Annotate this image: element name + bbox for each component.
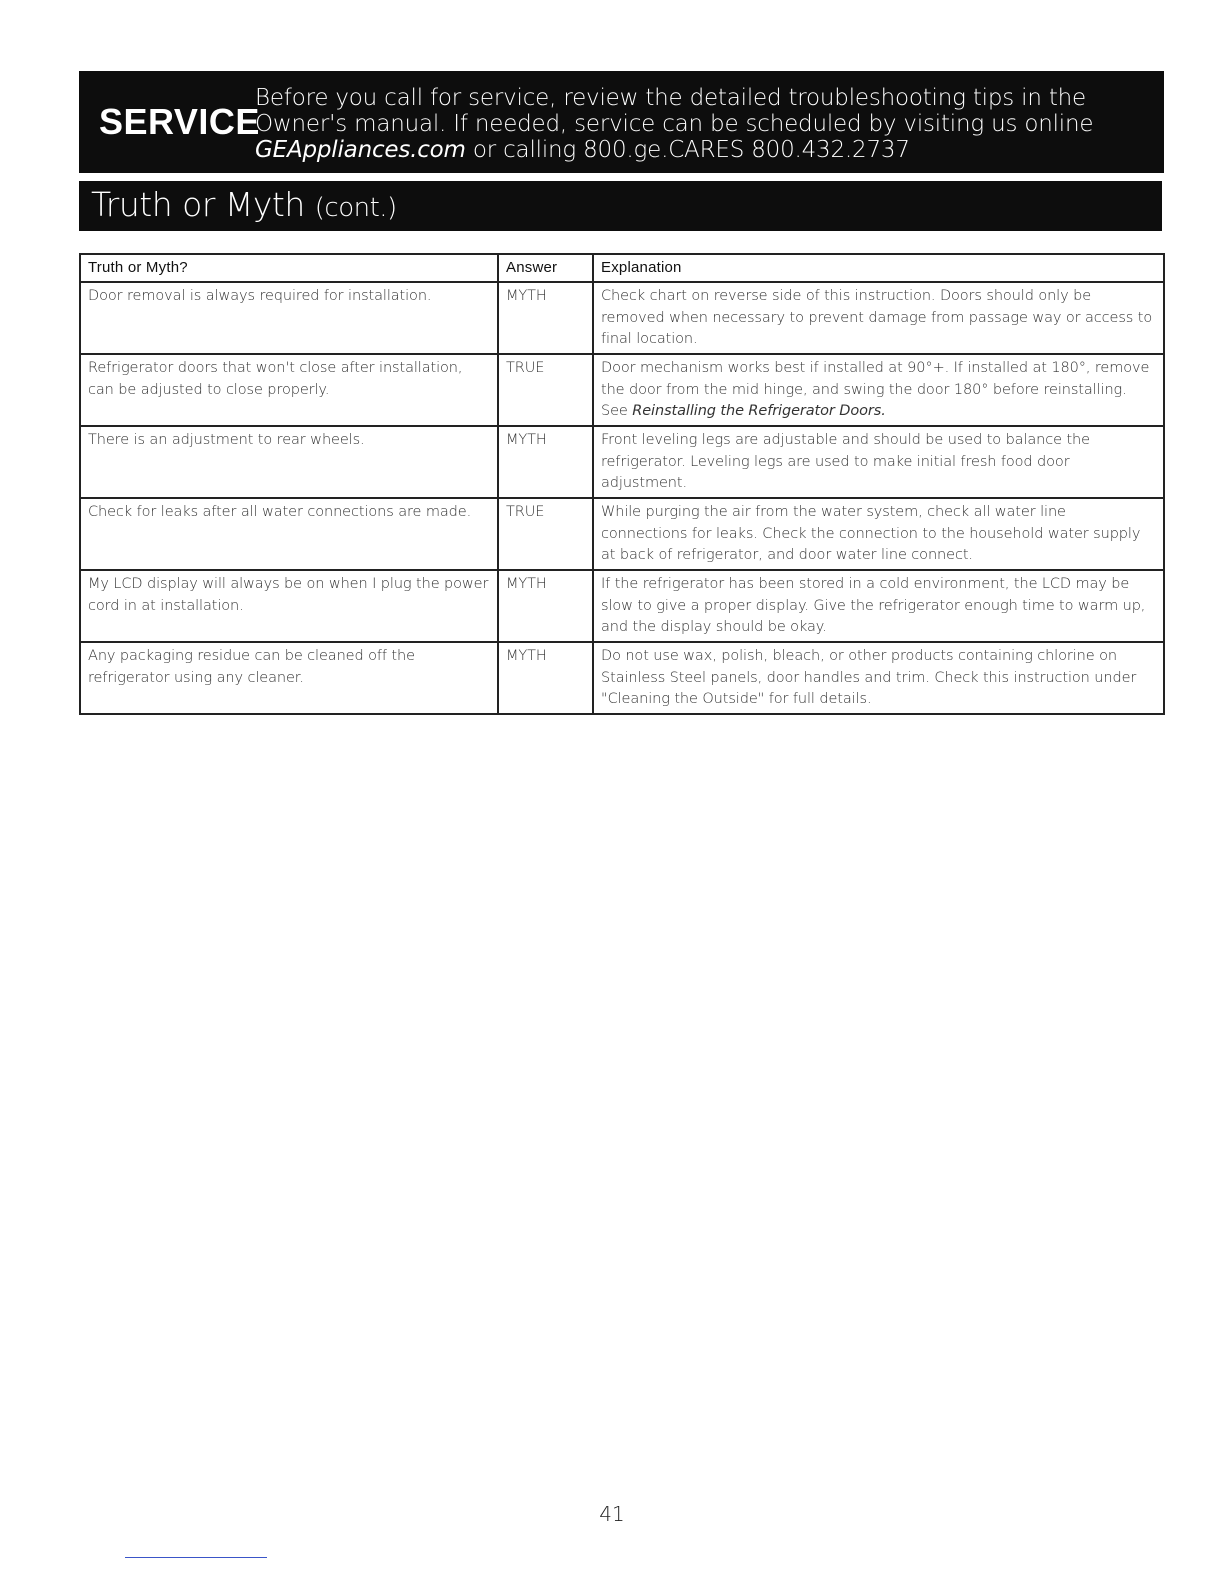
table-row xyxy=(80,642,1164,714)
statement-cell: There is an adjustment to rear wheels. xyxy=(80,426,498,498)
section-header xyxy=(79,181,1162,231)
answer-cell: MYTH xyxy=(498,426,593,498)
answer-cell: MYTH xyxy=(498,282,593,354)
explanation-cell: Front leveling legs are adjustable and should be used to balance the refrigerator. Leveling legs are used to make initial fresh food door adjustment. xyxy=(593,426,1164,498)
service-text-part2: or calling 800.ge.CARES 800.432.2737 xyxy=(465,137,910,163)
table-header-row xyxy=(80,254,1164,282)
service-website-link[interactable]: GEAppliances.com xyxy=(255,137,466,163)
service-text-part1: Before you call for service, review the detailed troubleshooting tips in the Owner's manual. If needed, service can be scheduled by visiting us online xyxy=(255,85,1094,137)
explanation-reference: Reinstalling the Refrigerator Doors. xyxy=(632,403,886,419)
table-row xyxy=(80,426,1164,498)
service-text xyxy=(255,85,1155,163)
table-row xyxy=(80,354,1164,426)
header-explanation: Explanation xyxy=(593,254,1164,282)
service-banner xyxy=(79,71,1164,173)
explanation-cell: If the refrigerator has been stored in a cold environment, the LCD may be slow to give a proper display. Give the refrigerator enough time to warm up, and the display should be okay. xyxy=(593,570,1164,642)
statement-cell: Door removal is always required for installation. xyxy=(80,282,498,354)
section-title-main: Truth or Myth xyxy=(91,185,305,224)
answer-cell: MYTH xyxy=(498,570,593,642)
header-statement: Truth or Myth? xyxy=(80,254,498,282)
explanation-cell: Do not use wax, polish, bleach, or other products containing chlorine on Stainless Steel panels, door handles and trim. Check this instruction under "Cleaning the Outside" for full details. xyxy=(593,642,1164,714)
statement-cell: Any packaging residue can be cleaned off the refrigerator using any cleaner. xyxy=(80,642,498,714)
table-row xyxy=(80,570,1164,642)
service-label: SERVICE xyxy=(99,101,260,142)
statement-cell: Check for leaks after all water connections are made. xyxy=(80,498,498,570)
statement-cell: My LCD display will always be on when I plug the power cord in at installation. xyxy=(80,570,498,642)
truth-or-myth-table xyxy=(79,253,1165,715)
header-answer: Answer xyxy=(498,254,593,282)
explanation-cell: Check chart on reverse side of this instruction. Doors should only be removed when necessary to prevent damage from passage way or access to final location. xyxy=(593,282,1164,354)
footer-rule xyxy=(125,1557,267,1558)
section-title-subtitle: (cont.) xyxy=(314,193,397,223)
answer-cell: TRUE xyxy=(498,498,593,570)
explanation-cell xyxy=(593,354,1164,426)
explanation-text: Door mechanism works best if installed at 90°+. If installed at 180°, remove the door from the mid hinge, and swing the door 180° before reinstalling. See xyxy=(601,360,1150,419)
table-row xyxy=(80,498,1164,570)
statement-cell: Refrigerator doors that won't close after installation, can be adjusted to close properly. xyxy=(80,354,498,426)
section-title xyxy=(91,183,397,230)
table-row xyxy=(80,282,1164,354)
answer-cell: TRUE xyxy=(498,354,593,426)
explanation-cell: While purging the air from the water system, check all water line connections for leaks. Check the connection to the household water supply at back of refrigerator, and door water line connect. xyxy=(593,498,1164,570)
answer-cell: MYTH xyxy=(498,642,593,714)
page-number: 41 xyxy=(599,1502,625,1526)
